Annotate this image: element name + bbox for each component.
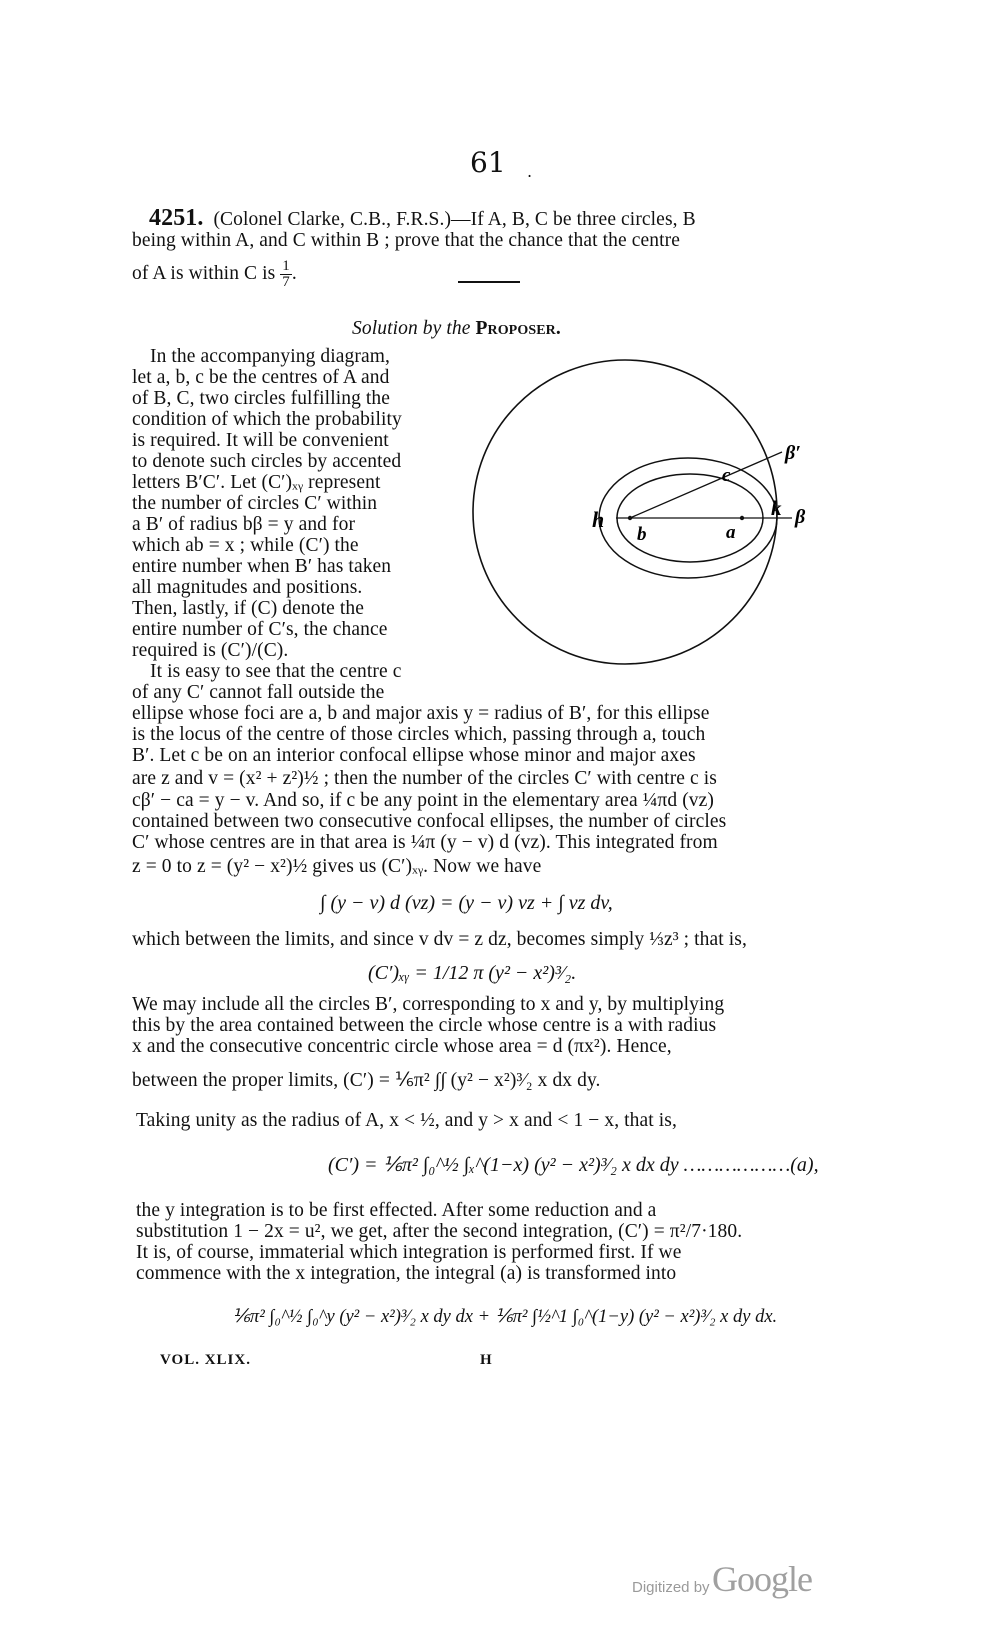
- radius-line: [630, 452, 782, 518]
- left-line: entire number of C′s, the chance: [132, 619, 388, 640]
- left-line: In the accompanying diagram,: [150, 346, 390, 367]
- left-line: let a, b, c be the centres of A and: [132, 367, 390, 388]
- body-line: x and the consecutive concentric circle whose area = d (πx²). Hence,: [132, 1036, 672, 1057]
- body-line: commence with the x integration, the integral (a) is transformed into: [136, 1263, 677, 1284]
- body-line: C′ whose centres are in that area is ¼π (y − v) d (vz). This integrated from: [132, 832, 718, 853]
- circle-A: [473, 360, 777, 664]
- chance-numerator: 1: [282, 258, 290, 274]
- problem-id: 4251.: [149, 205, 204, 231]
- problem-line-3: [132, 259, 297, 290]
- left-line: to denote such circles by accented: [132, 451, 402, 472]
- body-line: is the locus of the centre of those circles which, passing through a, touch: [132, 724, 706, 745]
- page-number-mark: .: [527, 162, 533, 181]
- chance-denominator: 7: [282, 274, 290, 290]
- body-line: this by the area contained between the circle whose centre is a with radius: [132, 1015, 717, 1036]
- solution-heading: [352, 318, 561, 340]
- label-b: b: [637, 524, 647, 545]
- problem-text-3: of A is within C is: [132, 262, 276, 284]
- problem-text-1: (Colonel Clarke, C.B., F.R.S.)—If A, B, C be three circles, B: [213, 209, 696, 230]
- label-beta: β: [795, 506, 806, 528]
- body-line: It is, of course, immaterial which integration is performed first. If we: [136, 1242, 682, 1263]
- left-line: of any C′ cannot fall outside the: [132, 682, 385, 703]
- label-beta-prime: β′: [785, 442, 801, 464]
- section-rule: [458, 281, 520, 283]
- equation-4: ⅙π² ∫₀^½ ∫₀^y (y² − x²)³⁄₂ x dy dx + ⅙π² ∫½^1 ∫₀^(1−y) (y² − x²)³⁄₂ x dy dx.: [232, 1307, 778, 1327]
- chance-fraction: [280, 259, 292, 290]
- left-line: Then, lastly, if (C) denote the: [132, 598, 364, 619]
- point-a: [740, 516, 744, 520]
- signature-mark: H: [480, 1352, 493, 1368]
- google-logo: Google: [712, 1559, 812, 1599]
- left-line: is required. It will be convenient: [132, 430, 389, 451]
- volume-marker: VOL. XLIX.: [160, 1352, 251, 1368]
- left-line: condition of which the probability: [132, 409, 402, 430]
- body-line-limits: between the proper limits, (C′) = ⅙π² ∫∫ (y² − x²)³⁄₂ x dx dy.: [132, 1070, 601, 1091]
- body-line: z = 0 to z = (y² − x²)½ gives us (C′)ₓᵧ. Now we have: [132, 856, 542, 877]
- problem-line-1: [149, 205, 696, 231]
- problem-line-2: being within A, and C within B ; prove that the chance that the centre: [132, 230, 680, 251]
- equation-1: ∫ (y − v) d (vz) = (y − v) vz + ∫ vz dv,: [320, 892, 613, 914]
- body-line: cβ′ − ca = y − v. And so, if c be any point in the elementary area ¼πd (vz): [132, 790, 714, 811]
- problem-text-3-end: .: [291, 262, 297, 284]
- point-b: [628, 516, 632, 520]
- left-line: which ab = x ; while (C′) the: [132, 535, 359, 556]
- body-line: substitution 1 − 2x = u², we get, after the second integration, (C′) = π²/7·180.: [136, 1221, 743, 1242]
- body-line: are z and v = (x² + z²)½ ; then the number of the circles C′ with centre c is: [132, 768, 717, 789]
- left-line: all magnitudes and positions.: [132, 577, 363, 598]
- label-k: k: [771, 496, 782, 520]
- left-line: letters B′C′. Let (C′)ₓᵧ represent: [132, 472, 381, 493]
- label-h: h: [592, 507, 605, 532]
- circle-diagram: [470, 355, 820, 675]
- body-line: We may include all the circles B′, corresponding to x and y, by multiplying: [132, 994, 725, 1015]
- page-number: 61: [470, 146, 506, 179]
- equation-3: (C′) = ⅙π² ∫₀^½ ∫ₓ^(1−x) (y² − x²)³⁄₂ x dx dy ………………(a),: [328, 1154, 819, 1176]
- label-a: a: [726, 522, 736, 543]
- body-line-unity: Taking unity as the radius of A, x < ½, and y > x and < 1 − x, that is,: [136, 1110, 677, 1131]
- left-line: required is (C′)/(C).: [132, 640, 289, 661]
- left-line: a B′ of radius bβ = y and for: [132, 514, 356, 535]
- label-c: c: [722, 465, 731, 486]
- solution-heading-proposer: Proposer.: [475, 318, 561, 339]
- body-line: which between the limits, and since v dv = z dz, becomes simply ⅓z³ ; that is,: [132, 929, 747, 950]
- left-line: the number of circles C′ within: [132, 493, 378, 514]
- body-line: ellipse whose foci are a, b and major axis y = radius of B′, for this ellipse: [132, 703, 710, 724]
- body-line: B′. Let c be on an interior confocal ellipse whose minor and major axes: [132, 745, 696, 766]
- left-line: of B, C, two circles fulfilling the: [132, 388, 391, 409]
- body-line: contained between two consecutive confocal ellipses, the number of circles: [132, 811, 727, 832]
- left-line: It is easy to see that the centre c: [150, 661, 402, 682]
- body-line: the y integration is to be first effected. After some reduction and a: [136, 1200, 657, 1221]
- left-line: entire number when B′ has taken: [132, 556, 392, 577]
- solution-heading-italic: Solution by the: [352, 318, 471, 339]
- digitized-by-text: Digitized by: [632, 1579, 710, 1596]
- equation-2: (C′)ₓᵧ = 1/12 π (y² − x²)³⁄₂.: [368, 962, 577, 984]
